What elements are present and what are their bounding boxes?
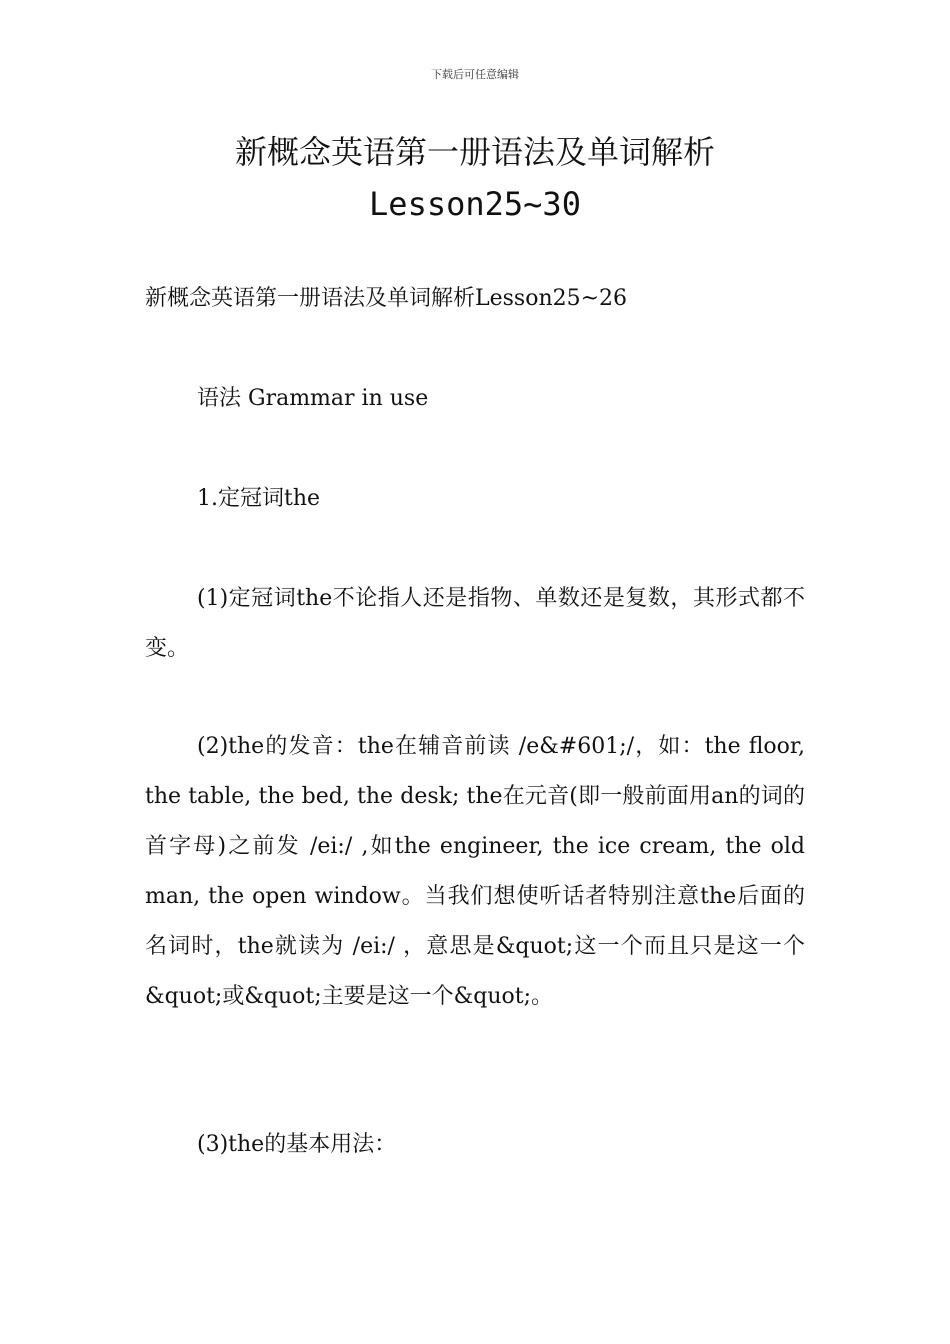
document-title	[100, 126, 850, 230]
paragraph-rule-3: (3)the的基本用法：	[197, 1132, 397, 1157]
paragraph-grammar-heading: 语法 Grammar in use	[197, 386, 429, 411]
title-line-1: 新概念英语第一册语法及单词解析	[234, 133, 715, 171]
paragraph-rule-2: (2)the的发音：the在辅音前读 /e&#601;/，如：the floor, the table, the bed, the desk; the在元音(即一般前面用an的词的首字母)之前发 /ei:/ ,如the engineer, the ice cream, the old man, the open window。当我们想使听话者特别注意the后面的名词时，the就读为 /ei:/ ，意思是&quot;这一个而且只是这一个&quot;或&quot;主要是这一个&quot;。	[145, 734, 805, 1009]
title-line-2: Lesson25~30	[369, 185, 581, 223]
paragraph-subtitle: 新概念英语第一册语法及单词解析Lesson25~26	[145, 286, 628, 311]
paragraph-rule-1: (1)定冠词the不论指人还是指物、单数还是复数，其形式都不变。	[145, 586, 805, 661]
paragraph-definite-article: 1.定冠词the	[197, 486, 321, 511]
header-note: 下载后可任意编辑	[431, 68, 519, 81]
